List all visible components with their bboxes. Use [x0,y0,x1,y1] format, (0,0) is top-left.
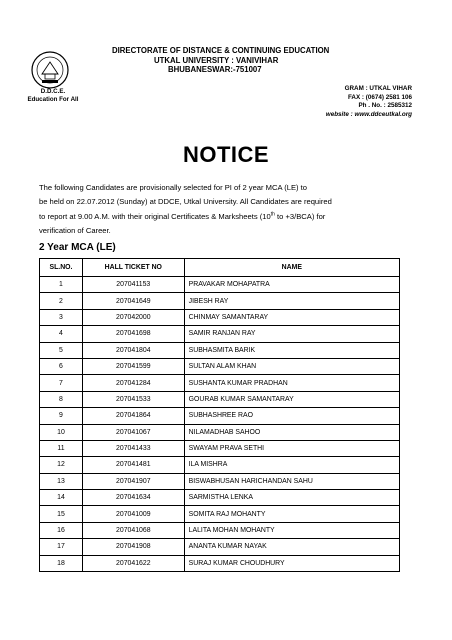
header-sl-no: SL.NO. [40,259,83,277]
table-row [40,424,400,440]
cell-hall-ticket: 207041153 [82,277,184,293]
table-row [40,506,400,522]
cell-hall-ticket: 207041533 [82,391,184,407]
table-row [40,539,400,555]
cell-name: SAMIR RANJAN RAY [184,326,399,342]
table-row [40,408,400,424]
notice-body-superscript: th [270,211,275,218]
cell-sl-no: 4 [40,326,83,342]
table-row [40,440,400,456]
cell-name: SUBHASMITA BARIK [184,342,399,358]
cell-sl-no: 9 [40,408,83,424]
header-name: NAME [184,259,399,277]
cell-sl-no: 13 [40,473,83,489]
cell-sl-no: 6 [40,358,83,374]
table-row [40,555,400,571]
cell-sl-no: 5 [40,342,83,358]
cell-name: GOURAB KUMAR SAMANTARAY [184,391,399,407]
cell-name: NILAMADHAB SAHOO [184,424,399,440]
cell-name: SUSHANTA KUMAR PRADHAN [184,375,399,391]
cell-name: SWAYAM PRAVA SETHI [184,440,399,456]
cell-hall-ticket: 207041599 [82,358,184,374]
table-row [40,391,400,407]
table-row [40,277,400,293]
cell-sl-no: 7 [40,375,83,391]
cell-name: ANANTA KUMAR NAYAK [184,539,399,555]
cell-hall-ticket: 207041804 [82,342,184,358]
letterhead-line-2: UTKAL UNIVERSITY : VANIVIHAR [154,55,279,65]
cell-name: SURAJ KUMAR CHOUDHURY [184,555,399,571]
cell-sl-no: 16 [40,522,83,538]
cell-name: SOMITA RAJ MOHANTY [184,506,399,522]
notice-body-line-4: verification of Career. [39,225,111,235]
table-row [40,293,400,309]
contact-phone: Ph . No. : 2585312 [358,102,412,110]
cell-name: SUBHASHREE RAO [184,408,399,424]
notice-title: NOTICE [182,142,270,167]
table-row [40,522,400,538]
cell-sl-no: 12 [40,457,83,473]
table-row [40,326,400,342]
cell-hall-ticket: 207041067 [82,424,184,440]
table-header-row [40,259,400,277]
logo-caption-motto: Education For All [27,96,79,103]
cell-sl-no: 11 [40,440,83,456]
notice-body-line-3a: to report at 9.00 A.M. with their original Certificates & Marksheets (10 [39,211,271,221]
cell-hall-ticket: 207041433 [82,440,184,456]
table-row [40,375,400,391]
cell-hall-ticket: 207041864 [82,408,184,424]
notice-body-line-1: The following Candidates are provisionally selected for PI of 2 year MCA (LE) to [39,183,308,192]
cell-hall-ticket: 207041009 [82,506,184,522]
university-seal-icon [30,50,70,90]
notice-body [39,181,419,238]
table-row [40,342,400,358]
cell-sl-no: 18 [40,555,83,571]
cell-sl-no: 2 [40,293,83,309]
cell-sl-no: 10 [40,424,83,440]
notice-body-line-3b: to +3/BCA) for [274,211,326,221]
table-row [40,457,400,473]
cell-hall-ticket: 207042000 [82,309,184,325]
cell-name: JIBESH RAY [184,293,399,309]
contact-info [326,85,412,119]
table-row [40,309,400,325]
cell-sl-no: 1 [40,277,83,293]
section-title: 2 Year MCA (LE) [39,242,116,253]
header-hall-ticket: HALL TICKET NO [82,259,184,277]
logo-caption [8,88,98,104]
cell-hall-ticket: 207041284 [82,375,184,391]
cell-name: CHINMAY SAMANTARAY [184,309,399,325]
cell-sl-no: 8 [40,391,83,407]
table-row [40,473,400,489]
cell-sl-no: 3 [40,309,83,325]
cell-sl-no: 17 [40,539,83,555]
table-row [40,358,400,374]
cell-hall-ticket: 207041698 [82,326,184,342]
cell-name: PRAVAKAR MOHAPATRA [184,277,399,293]
cell-name: SULTAN ALAM KHAN [184,358,399,374]
letterhead [100,46,380,75]
contact-fax: FAX : (0674) 2581 106 [347,93,412,101]
cell-sl-no: 14 [40,490,83,506]
table-row [40,490,400,506]
cell-name: ILA MISHRA [184,457,399,473]
cell-name: SARMISTHA LENKA [184,490,399,506]
notice-body-line-3 [39,210,419,224]
logo-caption-ddce: D.D.C.E. [40,88,66,95]
cell-hall-ticket: 207041649 [82,293,184,309]
cell-name: BISWABHUSAN HARICHANDAN SAHU [184,473,399,489]
contact-website: website : www.ddceutkal.org [325,110,412,118]
contact-gram: GRAM : UTKAL VIHAR [344,85,412,92]
cell-hall-ticket: 207041481 [82,457,184,473]
letterhead-line-1: DIRECTORATE OF DISTANCE & CONTINUING EDUCATION [112,46,330,55]
cell-sl-no: 15 [40,506,83,522]
candidate-table [39,258,400,572]
letterhead-line-3: BHUBANESWAR:-751007 [168,65,262,74]
cell-hall-ticket: 207041634 [82,490,184,506]
cell-hall-ticket: 207041622 [82,555,184,571]
cell-hall-ticket: 207041908 [82,539,184,555]
cell-hall-ticket: 207041907 [82,473,184,489]
notice-body-line-2: be held on 22.07.2012 (Sunday) at DDCE, Utkal University. All Candidates are required [39,197,332,207]
cell-hall-ticket: 207041068 [82,522,184,538]
cell-name: LALITA MOHAN MOHANTY [184,522,399,538]
